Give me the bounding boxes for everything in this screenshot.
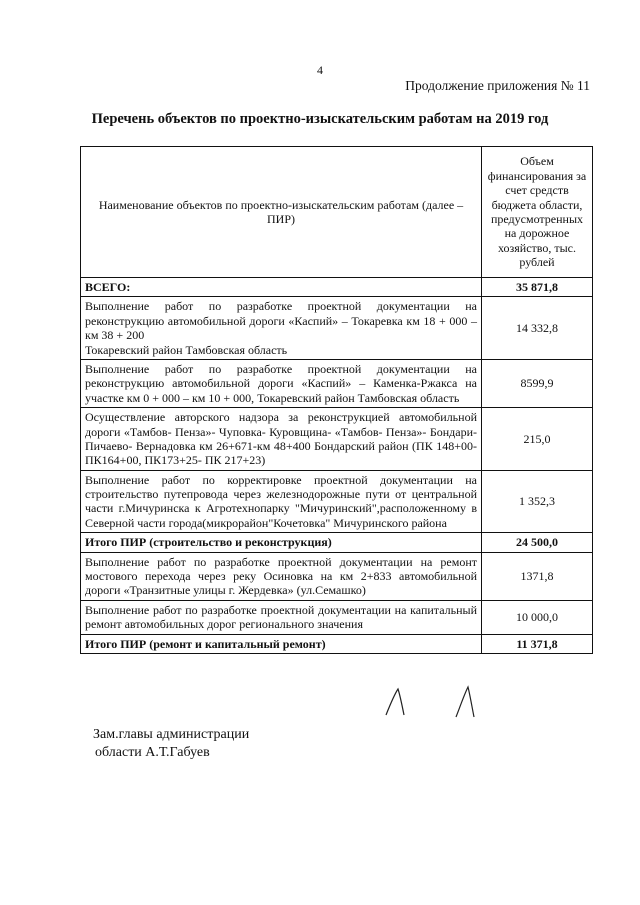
appendix-continuation: Продолжение приложения № 11 [405, 78, 590, 93]
subtotal-amount: 24 500,0 [482, 533, 593, 552]
object-amount: 1371,8 [482, 552, 593, 600]
signature-name: области А.Т.Габуев [95, 745, 210, 761]
table-row [81, 600, 593, 634]
object-name-line: Выполнение работ по разработке проектной документации на реконструкцию автомобильной дороги «Каспий» – Токаревка км 18 + 000 – км 38 + 200 [85, 299, 477, 343]
page-number: 4 [317, 63, 323, 77]
object-name: Выполнение работ по корректировке проектной документации на строительство путепровода через железнодорожные пути от центральной части г.Мичуринска к Агротехнопарку "Мичуринский",расположенному в Северной части города(микрорайон"Кочетовка" Мичуринского района [81, 470, 482, 533]
table-row [81, 359, 593, 407]
object-location: Токаревский район Тамбовская область [85, 342, 288, 357]
document-title: Перечень объектов по проектно-изыскательским работам на 2019 год [91, 111, 549, 127]
table-row [81, 297, 593, 360]
object-amount: 14 332,8 [482, 297, 593, 360]
object-amount: 10 000,0 [482, 600, 593, 634]
subtotal-label: Итого ПИР (строительство и реконструкция) [81, 533, 482, 552]
object-name: Выполнение работ по разработке проектной документации на капитальный ремонт автомобильных дорог регионального значения [81, 600, 482, 634]
subtotal-label: Итого ПИР (ремонт и капитальный ремонт) [81, 634, 482, 653]
table-row [81, 470, 593, 533]
table-row [81, 552, 593, 600]
object-name [81, 297, 482, 360]
object-name: Осуществление авторского надзора за реконструкцией автомобильной дороги «Тамбов- Пенза»- Чуповка- Куровщина- «Тамбов- Пенза»- Бондари- Пичаево- Вернадовка км 26+671-км 48+400 Бондарский район (ПК 148+00- ПК164+00, ПК173+25- ПК 217+23) [81, 408, 482, 471]
table-header-row [81, 147, 593, 278]
signature-position: Зам.главы администрации [93, 727, 250, 742]
subtotal-amount: 11 371,8 [482, 634, 593, 653]
total-label: ВСЕГО: [81, 278, 482, 297]
total-amount: 35 871,8 [482, 278, 593, 297]
header-name-cell: Наименование объектов по проектно-изыскательским работам (далее – ПИР) [81, 147, 482, 278]
object-amount: 8599,9 [482, 359, 593, 407]
table-row [81, 408, 593, 471]
subtotal-construction-row [81, 533, 593, 552]
object-name: Выполнение работ по разработке проектной документации на реконструкцию автомобильной дороги «Каспий» – Каменка-Ржакса на участке км 0 + 000 – км 10 + 000, Токаревский район Тамбовская область [81, 359, 482, 407]
header-amount-cell: Объем финансирования за счет средств бюджета области, предусмотренных на дорожное хозяйство, тыс. рублей [482, 147, 593, 278]
object-amount: 215,0 [482, 408, 593, 471]
object-amount: 1 352,3 [482, 470, 593, 533]
signature-block [93, 726, 249, 762]
subtotal-repair-row [81, 634, 593, 653]
objects-table [80, 146, 593, 654]
object-name: Выполнение работ по разработке проектной документации на ремонт мостового перехода через реку Осиновка на км 2+833 автомобильной дороги «Транзитные улицы г. Жердевка» (ул.Семашко) [81, 552, 482, 600]
handwritten-signature-mark [372, 681, 492, 721]
total-row [81, 278, 593, 297]
